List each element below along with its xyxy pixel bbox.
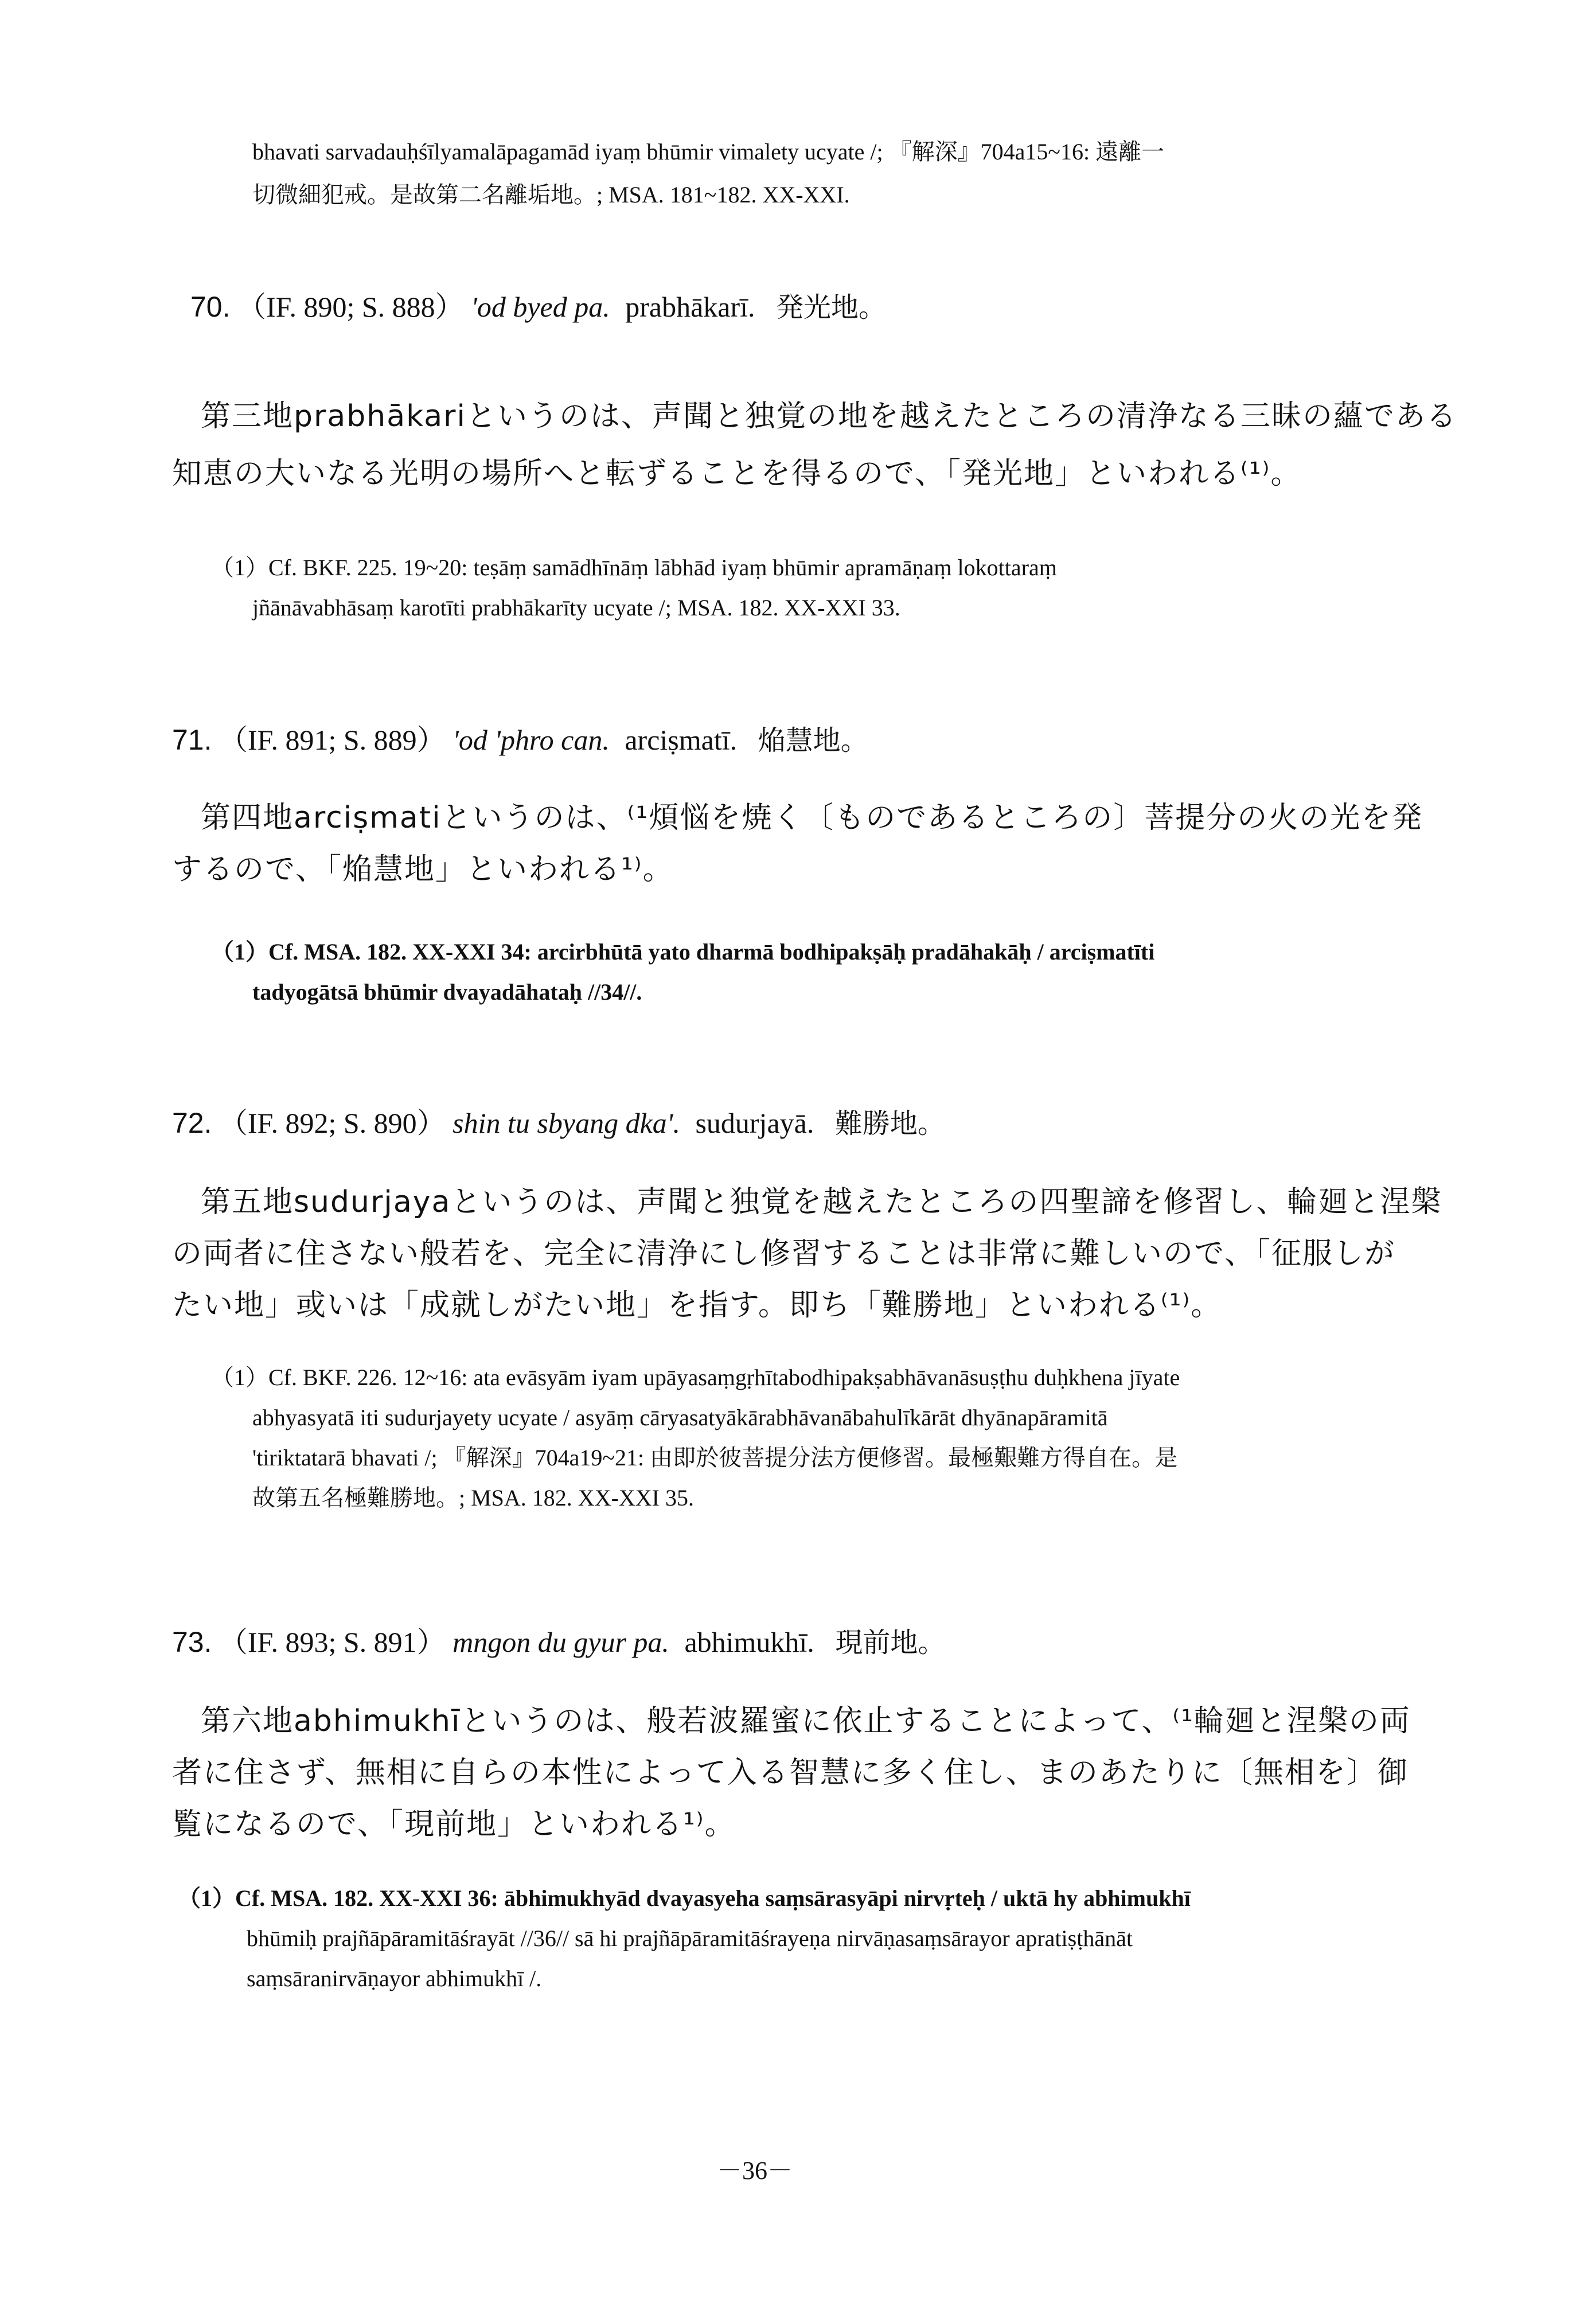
entry-footnote-line: 故第五名極難勝地。; MSA. 182. XX-XXI 35. <box>252 1485 694 1511</box>
entry-number: 73. <box>172 1626 212 1658</box>
top-footnote-line-1: bhavati sarvadauḥśīlyamalāpagamād iyaṃ bhūmir vimalety ucyate /; 『解深』704a15~16: 遠離一 <box>252 139 1165 165</box>
entry-footnote-line: （1）Cf. BKF. 225. 19~20: teṣāṃ samādhīnāṃ lābhād iyaṃ bhūmir apramāṇaṃ lokottaraṃ <box>211 555 1057 580</box>
entry-body-line: の両者に住さない般若を、完全に清浄にし修習することは非常に難しいので、「征服しが <box>172 1237 1395 1271</box>
entry-footnote-line: （1）Cf. BKF. 226. 12~16: ata evāsyām iyam upāyasaṃgṛhītabodhipakṣabhāvanāsuṣṭhu duḥkhena jīyate <box>211 1364 1180 1390</box>
entry-sanskrit: prabhākarī. <box>625 291 755 323</box>
entry-footnote-line: tadyogātsā bhūmir dvayadāhataḥ //34//. <box>252 979 642 1005</box>
entry-sanskrit: abhimukhī. <box>684 1626 814 1658</box>
entry-heading-73 <box>172 1626 946 1659</box>
entry-number: 72. <box>172 1107 212 1139</box>
entry-chinese: 発光地。 <box>776 291 887 323</box>
entry-footnote-line: （1）Cf. MSA. 182. XX-XXI 34: arcirbhūtā yato dharmā bodhipakṣāḥ pradāhakāḥ / arciṣmatīti <box>211 939 1155 965</box>
entry-body-line: 第六地abhimukhīというのは、般若波羅蜜に依止することによって、⁽¹輪廻と涅槃の両 <box>201 1704 1411 1738</box>
entry-body-line: 第三地prabhākariというのは、声聞と独覚の地を越えたところの清浄なる三昧の蘊である <box>201 399 1457 434</box>
entry-chinese: 現前地。 <box>835 1627 946 1659</box>
entry-body-line: 者に住さず、無相に自らの本性によって入る智慧に多く住し、まのあたりに〔無相を〕御 <box>172 1756 1409 1790</box>
entry-body-line: 知恵の大いなる光明の場所へと転ずることを得るので、「発光地」といわれる⁽¹⁾。 <box>172 457 1302 491</box>
entry-footnote-line: jñānāvabhāsaṃ karotīti prabhākarīty ucyate /; MSA. 182. XX-XXI 33. <box>252 595 900 621</box>
entry-sanskrit: sudurjayā. <box>695 1107 814 1139</box>
entry-chinese: 難勝地。 <box>834 1108 945 1140</box>
entry-tibetan: mngon du gyur pa. <box>452 1626 669 1658</box>
entry-body-line: たい地」或いは「成就しがたい地」を指す。即ち「難勝地」といわれる⁽¹⁾。 <box>172 1288 1222 1323</box>
entry-reference: （IF. 893; S. 891） <box>219 1626 446 1658</box>
entry-footnote-line: 'tiriktatarā bhavati /; 『解深』704a19~21: 由即於彼菩提分法方便修習。最極艱難方得自在。是 <box>252 1445 1178 1471</box>
entry-footnote-line: saṃsāranirvāṇayor abhimukhī /. <box>247 1966 542 1991</box>
entry-reference: （IF. 892; S. 890） <box>219 1107 446 1139</box>
entry-footnote-line: （1）Cf. MSA. 182. XX-XXI 36: ābhimukhyād dvayasyeha saṃsārasyāpi nirvṛteḥ / uktā hy abhimukhī <box>178 1885 1191 1911</box>
entry-body-line: するので、「焔慧地」といわれる¹⁾。 <box>172 852 674 887</box>
entry-reference: （IF. 891; S. 889） <box>219 724 446 756</box>
entry-body-line: 覧になるので、「現前地」といわれる¹⁾。 <box>172 1807 736 1842</box>
entry-sanskrit: arciṣmatī. <box>625 724 738 756</box>
entry-heading-71 <box>172 724 868 757</box>
entry-chinese: 焔慧地。 <box>758 724 868 757</box>
entry-body-line: 第四地arciṣmatiというのは、⁽¹煩悩を焼く〔ものであるところの〕菩提分の火の光を発 <box>201 801 1423 835</box>
entry-tibetan: 'od byed pa. <box>471 291 610 323</box>
top-footnote-line-2: 切微細犯戒。是故第二名離垢地。; MSA. 181~182. XX-XXI. <box>252 182 850 208</box>
entry-reference: （IF. 890; S. 888） <box>237 291 464 323</box>
entry-tibetan: 'od 'phro can. <box>452 724 610 756</box>
entry-heading-70 <box>190 293 886 321</box>
entry-body-line: 第五地sudurjayaというのは、声聞と独覚を越えたところの四聖諦を修習し、輪廻と涅槃 <box>201 1185 1442 1219</box>
entry-number: 71. <box>172 724 212 756</box>
entry-tibetan: shin tu sbyang dka'. <box>452 1107 680 1139</box>
entry-heading-72 <box>172 1107 945 1140</box>
page-number: －36－ <box>717 2157 793 2185</box>
entry-footnote-line: abhyasyatā iti sudurjayety ucyate / asyāṃ cāryasatyākārabhāvanābahulīkārāt dhyānapāramitā <box>252 1405 1108 1430</box>
entry-number: 70. <box>190 291 231 323</box>
entry-footnote-line: bhūmiḥ prajñāpāramitāśrayāt //36// sā hi prajñāpāramitāśrayeṇa nirvāṇasaṃsārayor apratiṣṭhānāt <box>247 1925 1133 1951</box>
